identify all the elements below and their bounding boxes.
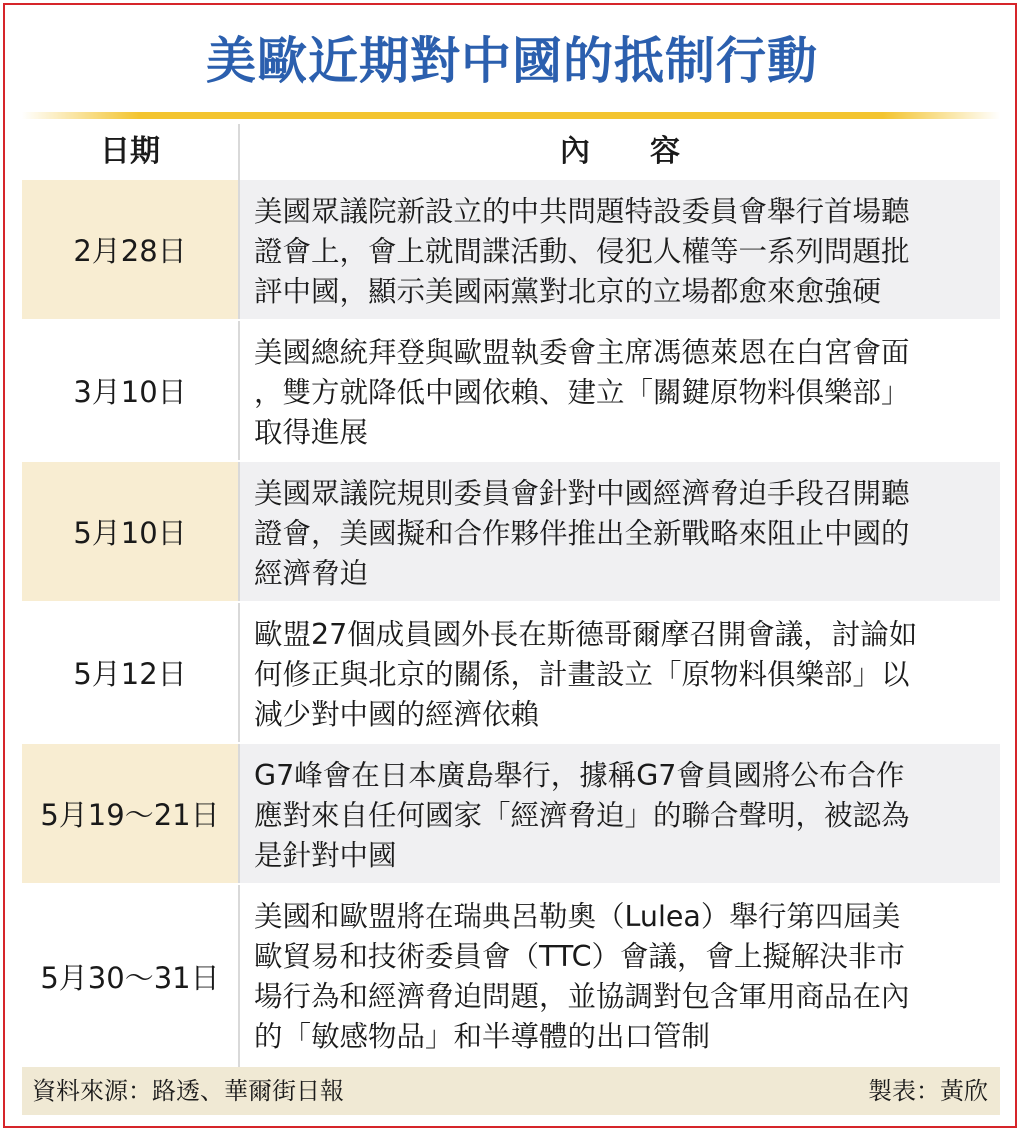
content-line: G7峰會在日本廣島舉行，據稱G7會員國將公布合作 — [254, 759, 905, 792]
table-row — [22, 462, 1000, 603]
content-cell — [240, 885, 1000, 1068]
content-line: 場行為和經濟脅迫問題，並協調對包含軍用商品在內 — [254, 980, 910, 1013]
content-cell — [240, 462, 1000, 601]
content-line: 證會，美國擬和合作夥伴推出全新戰略來阻止中國的 — [254, 517, 910, 550]
date-cell: 3月10日 — [73, 375, 187, 409]
content-line: 是針對中國 — [254, 839, 397, 872]
content-line: 美國和歐盟將在瑞典呂勒奧（Lulea）舉行第四屆美 — [254, 900, 901, 933]
content-line: ，雙方就降低中國依賴、建立「關鍵原物料俱樂部」 — [254, 376, 910, 409]
table-row — [22, 321, 1000, 462]
footer-bar — [22, 1067, 1000, 1115]
content-line: 美國總統拜登與歐盟執委會主席馮德萊恩在白宮會面 — [254, 336, 910, 369]
date-cell: 2月28日 — [22, 180, 238, 319]
source-credit: 資料來源：路透、華爾街日報 — [32, 1077, 344, 1105]
content-line: 歐盟27個成員國外長在斯德哥爾摩召開會議，討論如 — [254, 618, 918, 651]
content-line: 的「敏感物品」和半導體的出口管制 — [254, 1020, 711, 1053]
content-cell — [240, 180, 1000, 319]
date-cell: 5月19～21日 — [22, 744, 238, 883]
content-line: 應對來自任何國家「經濟脅迫」的聯合聲明，被認為 — [254, 799, 910, 832]
column-header-content: 內容 — [560, 134, 740, 169]
date-cell: 5月30～31日 — [40, 961, 220, 995]
table-row — [22, 885, 1000, 1068]
content-line: 評中國，顯示美國兩黨對北京的立場都愈來愈強硬 — [254, 275, 882, 308]
title-underline — [22, 112, 1000, 119]
content-cell — [240, 603, 1000, 742]
content-line: 證會上，會上就間諜活動、侵犯人權等一系列問題批 — [254, 235, 910, 268]
table-row — [22, 603, 1000, 744]
table-row — [22, 180, 1000, 321]
page-title: 美歐近期對中國的抵制行動 — [206, 32, 818, 90]
maker-credit: 製表：黃欣 — [868, 1077, 988, 1105]
content-line: 美國眾議院規則委員會針對中國經濟脅迫手段召開聽 — [254, 477, 910, 510]
content-cell — [240, 744, 1000, 883]
table-row — [22, 744, 1000, 885]
content-cell — [240, 321, 1000, 460]
content-line: 何修正與北京的關係，計畫設立「原物料俱樂部」以 — [254, 658, 910, 691]
column-header-date: 日期 — [100, 134, 160, 169]
content-line: 經濟脅迫 — [254, 557, 369, 590]
date-cell: 5月10日 — [22, 462, 238, 601]
content-line: 取得進展 — [254, 416, 369, 449]
content-line: 減少對中國的經濟依賴 — [254, 698, 540, 731]
content-line: 歐貿易和技術委員會（TTC）會議，會上擬解決非市 — [254, 940, 906, 973]
date-cell: 5月12日 — [73, 657, 187, 691]
timeline-table — [22, 180, 1000, 1068]
content-line: 美國眾議院新設立的中共問題特設委員會舉行首場聽 — [254, 195, 910, 228]
